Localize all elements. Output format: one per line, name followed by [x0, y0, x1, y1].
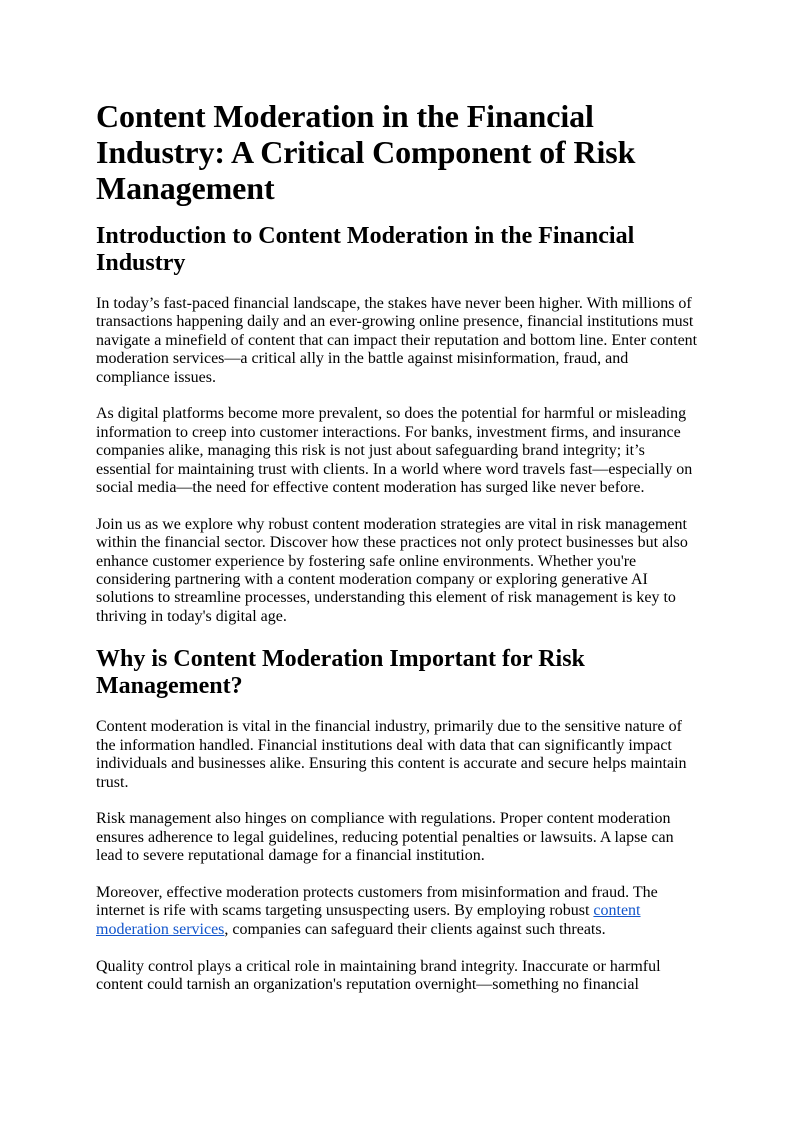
- intro-paragraph-3: Join us as we explore why robust content moderation strategies are vital in risk management within the financial sector. Discover how these practices not only protect businesses but also enhance customer experience by fostering safe online environments. Whether you're considering partnering with a content moderation company or exploring generative AI solutions to streamline processes, understanding this element of risk management is key to thriving in today's digital age.: [96, 515, 688, 625]
- intro-paragraph-1: In today’s fast-paced financial landscape, the stakes have never been higher. With millions of transactions happening daily and an ever-growing online presence, financial institutions must navigate a minefield of content that can impact their reputation and bottom line. Enter content moderation services—a critical ally in the battle against misinformation, fraud, and compliance issues.: [96, 295, 698, 386]
- article-title: Content Moderation in the Financial Industry: A Critical Component of Risk Management: [96, 98, 636, 206]
- importance-paragraph-4: Quality control plays a critical role in maintaining brand integrity. Inaccurate or harmful content could tarnish an organization's reputation overnight—something no financial: [96, 957, 661, 993]
- paragraph-text-after-link: , companies can safeguard their clients against such threats.: [224, 920, 606, 938]
- importance-paragraph-3: [96, 884, 700, 939]
- section-heading-importance: Why is Content Moderation Important for Risk Management?: [96, 646, 585, 700]
- document-page: [96, 98, 700, 1013]
- importance-paragraph-2: Risk management also hinges on compliance with regulations. Proper content moderation ensures adherence to legal guidelines, reducing potential penalties or lawsuits. A lapse can lead to severe reputational damage for a financial institution.: [96, 810, 674, 865]
- intro-paragraph-2: As digital platforms become more prevalent, so does the potential for harmful or misleading information to creep into customer interactions. For banks, investment firms, and insurance companies alike, managing this risk is not just about safeguarding brand integrity; it’s essential for maintaining trust with clients. In a world where word travels fast—especially on social media—the need for effective content moderation has surged like never before.: [96, 405, 693, 497]
- importance-paragraph-1: Content moderation is vital in the financial industry, primarily due to the sensitive nature of the information handled. Financial institutions deal with data that can significantly impact individuals and businesses alike. Ensuring this content is accurate and secure helps maintain trust.: [96, 718, 687, 791]
- section-heading-introduction: Introduction to Content Moderation in the Financial Industry: [96, 223, 635, 276]
- paragraph-text-before-link: Moreover, effective moderation protects customers from misinformation and fraud. The internet is rife with scams targeting unsuspecting users. By employing robust: [96, 883, 658, 920]
- content-moderation-services-link[interactable]: content moderation services: [96, 902, 641, 938]
